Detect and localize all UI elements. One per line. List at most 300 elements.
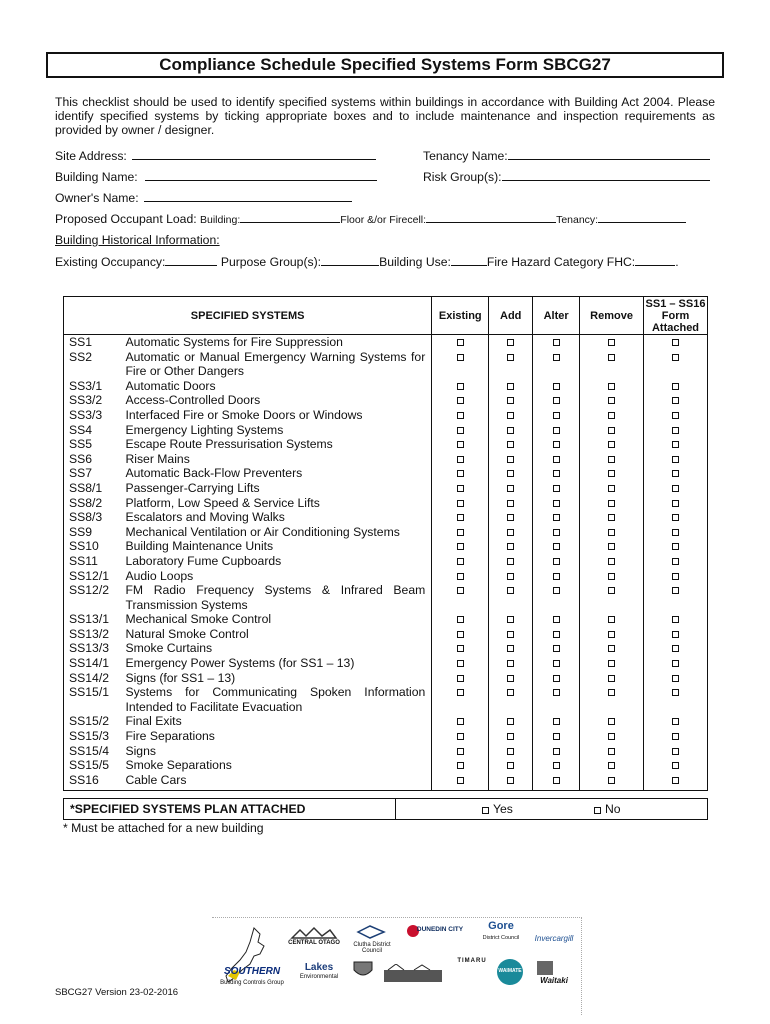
form-checkbox[interactable] bbox=[672, 616, 679, 623]
occupant-tenancy-input[interactable] bbox=[598, 211, 686, 223]
tenancy-name-field[interactable] bbox=[423, 148, 710, 163]
cell-existing bbox=[432, 452, 489, 467]
owner-name-input[interactable] bbox=[144, 190, 352, 202]
remove-checkbox[interactable] bbox=[608, 441, 615, 448]
remove-checkbox[interactable] bbox=[608, 354, 615, 361]
table-body bbox=[64, 335, 708, 791]
existing-checkbox[interactable] bbox=[457, 412, 464, 419]
cell-add bbox=[489, 379, 533, 394]
alter-checkbox[interactable] bbox=[553, 354, 560, 361]
cell-alter bbox=[533, 685, 580, 714]
remove-checkbox[interactable] bbox=[608, 412, 615, 419]
existing-checkbox[interactable] bbox=[457, 543, 464, 550]
remove-checkbox[interactable] bbox=[608, 587, 615, 594]
table-row bbox=[64, 656, 708, 671]
system-description: Laboratory Fume Cupboards bbox=[123, 554, 431, 569]
add-checkbox[interactable] bbox=[507, 543, 514, 550]
alter-checkbox[interactable] bbox=[553, 441, 560, 448]
system-code: SS14/2 bbox=[64, 671, 124, 686]
system-code: SS14/1 bbox=[64, 656, 124, 671]
add-checkbox[interactable] bbox=[507, 587, 514, 594]
cell-alter bbox=[533, 350, 580, 379]
system-description: Automatic or Manual Emergency Warning Systems for Fire or Other Dangers bbox=[123, 350, 431, 379]
cell-add bbox=[489, 656, 533, 671]
system-code: SS11 bbox=[64, 554, 124, 569]
existing-checkbox[interactable] bbox=[457, 689, 464, 696]
existing-checkbox[interactable] bbox=[457, 645, 464, 652]
plan-no-option[interactable] bbox=[594, 799, 621, 819]
table-row bbox=[64, 408, 708, 423]
system-description: Platform, Low Speed & Service Lifts bbox=[123, 496, 431, 511]
add-checkbox[interactable] bbox=[507, 558, 514, 565]
remove-checkbox[interactable] bbox=[608, 456, 615, 463]
form-checkbox[interactable] bbox=[672, 339, 679, 346]
remove-checkbox[interactable] bbox=[608, 777, 615, 784]
alter-checkbox[interactable] bbox=[553, 412, 560, 419]
system-description: Audio Loops bbox=[123, 569, 431, 584]
alter-checkbox[interactable] bbox=[553, 616, 560, 623]
cell-existing bbox=[432, 408, 489, 423]
form-checkbox[interactable] bbox=[672, 573, 679, 580]
cell-existing bbox=[432, 379, 489, 394]
system-description: Fire Separations bbox=[123, 729, 431, 744]
timaru-mark bbox=[384, 964, 442, 982]
table-row bbox=[64, 714, 708, 729]
form-checkbox[interactable] bbox=[672, 427, 679, 434]
add-checkbox[interactable] bbox=[507, 733, 514, 740]
risk-group-field[interactable] bbox=[423, 169, 710, 184]
occupant-floor-input[interactable] bbox=[426, 211, 556, 223]
add-checkbox[interactable] bbox=[507, 397, 514, 404]
owner-name-label: Owner's Name: bbox=[55, 191, 139, 205]
add-checkbox[interactable] bbox=[507, 529, 514, 536]
site-address-input[interactable] bbox=[132, 148, 376, 160]
existing-checkbox[interactable] bbox=[457, 470, 464, 477]
owner-name-field[interactable] bbox=[55, 190, 352, 205]
existing-checkbox[interactable] bbox=[457, 675, 464, 682]
add-checkbox[interactable] bbox=[507, 777, 514, 784]
table-row bbox=[64, 685, 708, 714]
cell-existing bbox=[432, 539, 489, 554]
cell-remove bbox=[580, 627, 644, 642]
cell-remove bbox=[580, 744, 644, 759]
cell-remove bbox=[580, 408, 644, 423]
existing-checkbox[interactable] bbox=[457, 456, 464, 463]
table-row bbox=[64, 350, 708, 379]
form-checkbox[interactable] bbox=[672, 718, 679, 725]
gore-logo: Gore bbox=[488, 920, 514, 932]
table-row bbox=[64, 554, 708, 569]
alter-checkbox[interactable] bbox=[553, 762, 560, 769]
system-description: Mechanical Smoke Control bbox=[123, 612, 431, 627]
fire-hazard-label: Fire Hazard Category FHC: bbox=[486, 255, 636, 269]
existing-checkbox[interactable] bbox=[457, 339, 464, 346]
system-description: Automatic Back-Flow Preventers bbox=[123, 466, 431, 481]
table-row bbox=[64, 379, 708, 394]
waitaki-mark bbox=[536, 960, 554, 976]
existing-checkbox[interactable] bbox=[457, 500, 464, 507]
remove-checkbox[interactable] bbox=[608, 718, 615, 725]
add-checkbox[interactable] bbox=[507, 573, 514, 580]
form-checkbox[interactable] bbox=[672, 733, 679, 740]
existing-checkbox[interactable] bbox=[457, 529, 464, 536]
system-code: SS13/3 bbox=[64, 641, 124, 656]
cell-remove bbox=[580, 452, 644, 467]
cell-add bbox=[489, 583, 533, 612]
add-checkbox[interactable] bbox=[507, 427, 514, 434]
existing-checkbox[interactable] bbox=[457, 441, 464, 448]
form-checkbox[interactable] bbox=[672, 587, 679, 594]
occupancy-row bbox=[55, 254, 717, 270]
existing-checkbox[interactable] bbox=[457, 616, 464, 623]
cell-existing bbox=[432, 496, 489, 511]
add-checkbox[interactable] bbox=[507, 383, 514, 390]
remove-checkbox[interactable] bbox=[608, 529, 615, 536]
waimate-logo: WAIMATE bbox=[498, 968, 522, 974]
system-description: Access-Controlled Doors bbox=[123, 393, 431, 408]
existing-checkbox[interactable] bbox=[457, 427, 464, 434]
cell-remove bbox=[580, 525, 644, 540]
alter-checkbox[interactable] bbox=[553, 587, 560, 594]
cell-existing bbox=[432, 554, 489, 569]
system-description: Interfaced Fire or Smoke Doors or Windows bbox=[123, 408, 431, 423]
system-code: SS1 bbox=[64, 335, 124, 350]
cell-existing bbox=[432, 714, 489, 729]
cell-form bbox=[644, 773, 708, 791]
remove-checkbox[interactable] bbox=[608, 383, 615, 390]
form-checkbox[interactable] bbox=[672, 631, 679, 638]
cell-add bbox=[489, 481, 533, 496]
header-systems: SPECIFIED SYSTEMS bbox=[64, 297, 432, 335]
cell-add bbox=[489, 423, 533, 438]
building-use-label: Building Use: bbox=[379, 255, 451, 269]
system-code: SS12/2 bbox=[64, 583, 124, 612]
alter-checkbox[interactable] bbox=[553, 529, 560, 536]
alter-checkbox[interactable] bbox=[553, 675, 560, 682]
remove-checkbox[interactable] bbox=[608, 543, 615, 550]
add-checkbox[interactable] bbox=[507, 470, 514, 477]
system-description: Passenger-Carrying Lifts bbox=[123, 481, 431, 496]
alter-checkbox[interactable] bbox=[553, 689, 560, 696]
existing-checkbox[interactable] bbox=[457, 718, 464, 725]
remove-checkbox[interactable] bbox=[608, 762, 615, 769]
existing-checkbox[interactable] bbox=[457, 762, 464, 769]
purpose-groups-input[interactable] bbox=[321, 254, 379, 266]
add-checkbox[interactable] bbox=[507, 689, 514, 696]
table-row bbox=[64, 773, 708, 791]
remove-checkbox[interactable] bbox=[608, 397, 615, 404]
form-checkbox[interactable] bbox=[672, 529, 679, 536]
remove-checkbox[interactable] bbox=[608, 573, 615, 580]
existing-checkbox[interactable] bbox=[457, 485, 464, 492]
add-checkbox[interactable] bbox=[507, 354, 514, 361]
tenancy-name-input[interactable] bbox=[508, 148, 710, 160]
remove-checkbox[interactable] bbox=[608, 427, 615, 434]
form-checkbox[interactable] bbox=[672, 660, 679, 667]
building-name-label: Building Name: bbox=[55, 170, 138, 184]
system-code: SS13/1 bbox=[64, 612, 124, 627]
plan-yes-checkbox[interactable] bbox=[482, 807, 489, 814]
southern-logo-sub: Building Controls Group bbox=[220, 980, 284, 986]
alter-checkbox[interactable] bbox=[553, 718, 560, 725]
existing-checkbox[interactable] bbox=[457, 660, 464, 667]
site-address-label: Site Address: bbox=[55, 149, 127, 163]
occupant-load-label: Proposed Occupant Load: bbox=[55, 212, 197, 226]
building-name-input[interactable] bbox=[145, 169, 377, 181]
cell-form bbox=[644, 583, 708, 612]
remove-checkbox[interactable] bbox=[608, 675, 615, 682]
cell-form bbox=[644, 525, 708, 540]
cell-alter bbox=[533, 744, 580, 759]
remove-checkbox[interactable] bbox=[608, 645, 615, 652]
cell-remove bbox=[580, 569, 644, 584]
system-code: SS16 bbox=[64, 773, 124, 791]
form-checkbox[interactable] bbox=[672, 500, 679, 507]
add-checkbox[interactable] bbox=[507, 660, 514, 667]
cell-add bbox=[489, 525, 533, 540]
cell-alter bbox=[533, 437, 580, 452]
existing-checkbox[interactable] bbox=[457, 397, 464, 404]
alter-checkbox[interactable] bbox=[553, 645, 560, 652]
cell-alter bbox=[533, 335, 580, 350]
cell-alter bbox=[533, 773, 580, 791]
add-checkbox[interactable] bbox=[507, 412, 514, 419]
system-code: SS15/3 bbox=[64, 729, 124, 744]
alter-checkbox[interactable] bbox=[553, 485, 560, 492]
alter-checkbox[interactable] bbox=[553, 397, 560, 404]
form-checkbox[interactable] bbox=[672, 485, 679, 492]
alter-checkbox[interactable] bbox=[553, 427, 560, 434]
existing-occupancy-label: Existing Occupancy: bbox=[55, 255, 166, 269]
cell-add bbox=[489, 437, 533, 452]
form-checkbox[interactable] bbox=[672, 777, 679, 784]
remove-checkbox[interactable] bbox=[608, 748, 615, 755]
southern-logo-text: SOUTHERN bbox=[223, 966, 281, 977]
alter-checkbox[interactable] bbox=[553, 558, 560, 565]
remove-checkbox[interactable] bbox=[608, 616, 615, 623]
add-checkbox[interactable] bbox=[507, 485, 514, 492]
cell-existing bbox=[432, 525, 489, 540]
cell-remove bbox=[580, 685, 644, 714]
system-description: Smoke Separations bbox=[123, 758, 431, 773]
alter-checkbox[interactable] bbox=[553, 456, 560, 463]
cell-add bbox=[489, 452, 533, 467]
cell-alter bbox=[533, 612, 580, 627]
alter-checkbox[interactable] bbox=[553, 500, 560, 507]
remove-checkbox[interactable] bbox=[608, 733, 615, 740]
existing-checkbox[interactable] bbox=[457, 733, 464, 740]
cell-add bbox=[489, 685, 533, 714]
remove-checkbox[interactable] bbox=[608, 631, 615, 638]
cell-remove bbox=[580, 481, 644, 496]
cell-alter bbox=[533, 510, 580, 525]
version-footer: SBCG27 Version 23-02-2016 bbox=[55, 987, 179, 998]
form-checkbox[interactable] bbox=[672, 456, 679, 463]
existing-checkbox[interactable] bbox=[457, 777, 464, 784]
form-checkbox[interactable] bbox=[672, 748, 679, 755]
form-checkbox[interactable] bbox=[672, 412, 679, 419]
cell-add bbox=[489, 510, 533, 525]
cell-add bbox=[489, 496, 533, 511]
cell-existing bbox=[432, 758, 489, 773]
system-description: Cable Cars bbox=[123, 773, 431, 791]
add-checkbox[interactable] bbox=[507, 456, 514, 463]
remove-checkbox[interactable] bbox=[608, 500, 615, 507]
cell-existing bbox=[432, 671, 489, 686]
existing-checkbox[interactable] bbox=[457, 383, 464, 390]
form-checkbox[interactable] bbox=[672, 762, 679, 769]
cell-add bbox=[489, 641, 533, 656]
cell-remove bbox=[580, 554, 644, 569]
form-checkbox[interactable] bbox=[672, 514, 679, 521]
system-description: Riser Mains bbox=[123, 452, 431, 467]
existing-checkbox[interactable] bbox=[457, 354, 464, 361]
cell-form bbox=[644, 379, 708, 394]
add-checkbox[interactable] bbox=[507, 514, 514, 521]
header-add: Add bbox=[489, 297, 533, 335]
system-description: Emergency Lighting Systems bbox=[123, 423, 431, 438]
occupancy-fields bbox=[55, 254, 679, 269]
cell-existing bbox=[432, 656, 489, 671]
header-form-line1: SS1 – SS16 bbox=[645, 297, 706, 310]
system-code: SS3/2 bbox=[64, 393, 124, 408]
cell-alter bbox=[533, 554, 580, 569]
add-checkbox[interactable] bbox=[507, 748, 514, 755]
add-checkbox[interactable] bbox=[507, 631, 514, 638]
plan-yes-label: Yes bbox=[493, 802, 513, 816]
alter-checkbox[interactable] bbox=[553, 631, 560, 638]
existing-checkbox[interactable] bbox=[457, 558, 464, 565]
form-checkbox[interactable] bbox=[672, 441, 679, 448]
header-alter: Alter bbox=[533, 297, 580, 335]
existing-checkbox[interactable] bbox=[457, 573, 464, 580]
cell-form bbox=[644, 656, 708, 671]
cell-existing bbox=[432, 510, 489, 525]
add-checkbox[interactable] bbox=[507, 645, 514, 652]
form-checkbox[interactable] bbox=[672, 543, 679, 550]
table-row bbox=[64, 583, 708, 612]
form-checkbox[interactable] bbox=[672, 675, 679, 682]
risk-group-input[interactable] bbox=[502, 169, 710, 181]
alter-checkbox[interactable] bbox=[553, 777, 560, 784]
system-code: SS15/2 bbox=[64, 714, 124, 729]
remove-checkbox[interactable] bbox=[608, 485, 615, 492]
alter-checkbox[interactable] bbox=[553, 573, 560, 580]
plan-no-checkbox[interactable] bbox=[594, 807, 601, 814]
alter-checkbox[interactable] bbox=[553, 470, 560, 477]
remove-checkbox[interactable] bbox=[608, 339, 615, 346]
existing-occupancy-input[interactable] bbox=[165, 254, 217, 266]
cell-form bbox=[644, 641, 708, 656]
form-checkbox[interactable] bbox=[672, 383, 679, 390]
lakes-logo-sub: Environmental bbox=[299, 974, 339, 980]
system-description: Automatic Systems for Fire Suppression bbox=[123, 335, 431, 350]
existing-checkbox[interactable] bbox=[457, 587, 464, 594]
form-title: Compliance Schedule Specified Systems Form SBCG27 bbox=[46, 52, 724, 78]
existing-checkbox[interactable] bbox=[457, 631, 464, 638]
cell-alter bbox=[533, 525, 580, 540]
cell-remove bbox=[580, 379, 644, 394]
table-row bbox=[64, 496, 708, 511]
cell-existing bbox=[432, 612, 489, 627]
cell-alter bbox=[533, 627, 580, 642]
remove-checkbox[interactable] bbox=[608, 689, 615, 696]
cell-alter bbox=[533, 481, 580, 496]
cell-existing bbox=[432, 437, 489, 452]
add-checkbox[interactable] bbox=[507, 616, 514, 623]
occupant-load-row bbox=[55, 211, 717, 227]
cell-alter bbox=[533, 656, 580, 671]
cell-existing bbox=[432, 583, 489, 612]
cell-add bbox=[489, 408, 533, 423]
system-code: SS8/3 bbox=[64, 510, 124, 525]
remove-checkbox[interactable] bbox=[608, 514, 615, 521]
plan-note: * Must be attached for a new building bbox=[63, 821, 264, 835]
add-checkbox[interactable] bbox=[507, 718, 514, 725]
form-checkbox[interactable] bbox=[672, 558, 679, 565]
cell-remove bbox=[580, 612, 644, 627]
alter-checkbox[interactable] bbox=[553, 383, 560, 390]
cell-form bbox=[644, 350, 708, 379]
cell-form bbox=[644, 481, 708, 496]
cell-form bbox=[644, 393, 708, 408]
add-checkbox[interactable] bbox=[507, 441, 514, 448]
plan-yes-option[interactable] bbox=[482, 799, 513, 819]
add-checkbox[interactable] bbox=[507, 500, 514, 507]
alter-checkbox[interactable] bbox=[553, 748, 560, 755]
table-row bbox=[64, 671, 708, 686]
existing-checkbox[interactable] bbox=[457, 748, 464, 755]
remove-checkbox[interactable] bbox=[608, 470, 615, 477]
form-checkbox[interactable] bbox=[672, 470, 679, 477]
table-row bbox=[64, 437, 708, 452]
intro-paragraph: This checklist should be used to identify specified systems within buildings in accordance with Building Act 2004. Please identify specified systems by ticking appropriate boxes and to include maintenance and inspection requirements as provided by owner / designer. bbox=[55, 95, 715, 137]
invercargill-logo: Invercargill bbox=[534, 934, 574, 943]
remove-checkbox[interactable] bbox=[608, 660, 615, 667]
remove-checkbox[interactable] bbox=[608, 558, 615, 565]
cell-alter bbox=[533, 466, 580, 481]
occupant-building-input[interactable] bbox=[240, 211, 340, 223]
existing-checkbox[interactable] bbox=[457, 514, 464, 521]
form-checkbox[interactable] bbox=[672, 397, 679, 404]
risk-group-label: Risk Group(s): bbox=[423, 170, 502, 184]
site-address-field[interactable] bbox=[55, 148, 376, 163]
dunedin-logo: DUNEDIN CITY bbox=[416, 926, 464, 933]
add-checkbox[interactable] bbox=[507, 339, 514, 346]
alter-checkbox[interactable] bbox=[553, 660, 560, 667]
form-checkbox[interactable] bbox=[672, 354, 679, 361]
alter-checkbox[interactable] bbox=[553, 543, 560, 550]
system-code: SS3/3 bbox=[64, 408, 124, 423]
form-checkbox[interactable] bbox=[672, 645, 679, 652]
system-description: Escape Route Pressurisation Systems bbox=[123, 437, 431, 452]
add-checkbox[interactable] bbox=[507, 675, 514, 682]
cell-existing bbox=[432, 773, 489, 791]
alter-checkbox[interactable] bbox=[553, 733, 560, 740]
table-row bbox=[64, 641, 708, 656]
add-checkbox[interactable] bbox=[507, 762, 514, 769]
cell-alter bbox=[533, 714, 580, 729]
fire-hazard-input[interactable] bbox=[635, 254, 675, 266]
building-use-input[interactable] bbox=[451, 254, 487, 266]
cell-add bbox=[489, 393, 533, 408]
specified-systems-table bbox=[63, 296, 708, 791]
form-checkbox[interactable] bbox=[672, 689, 679, 696]
alter-checkbox[interactable] bbox=[553, 339, 560, 346]
building-name-field[interactable] bbox=[55, 169, 377, 184]
cell-existing bbox=[432, 744, 489, 759]
alter-checkbox[interactable] bbox=[553, 514, 560, 521]
